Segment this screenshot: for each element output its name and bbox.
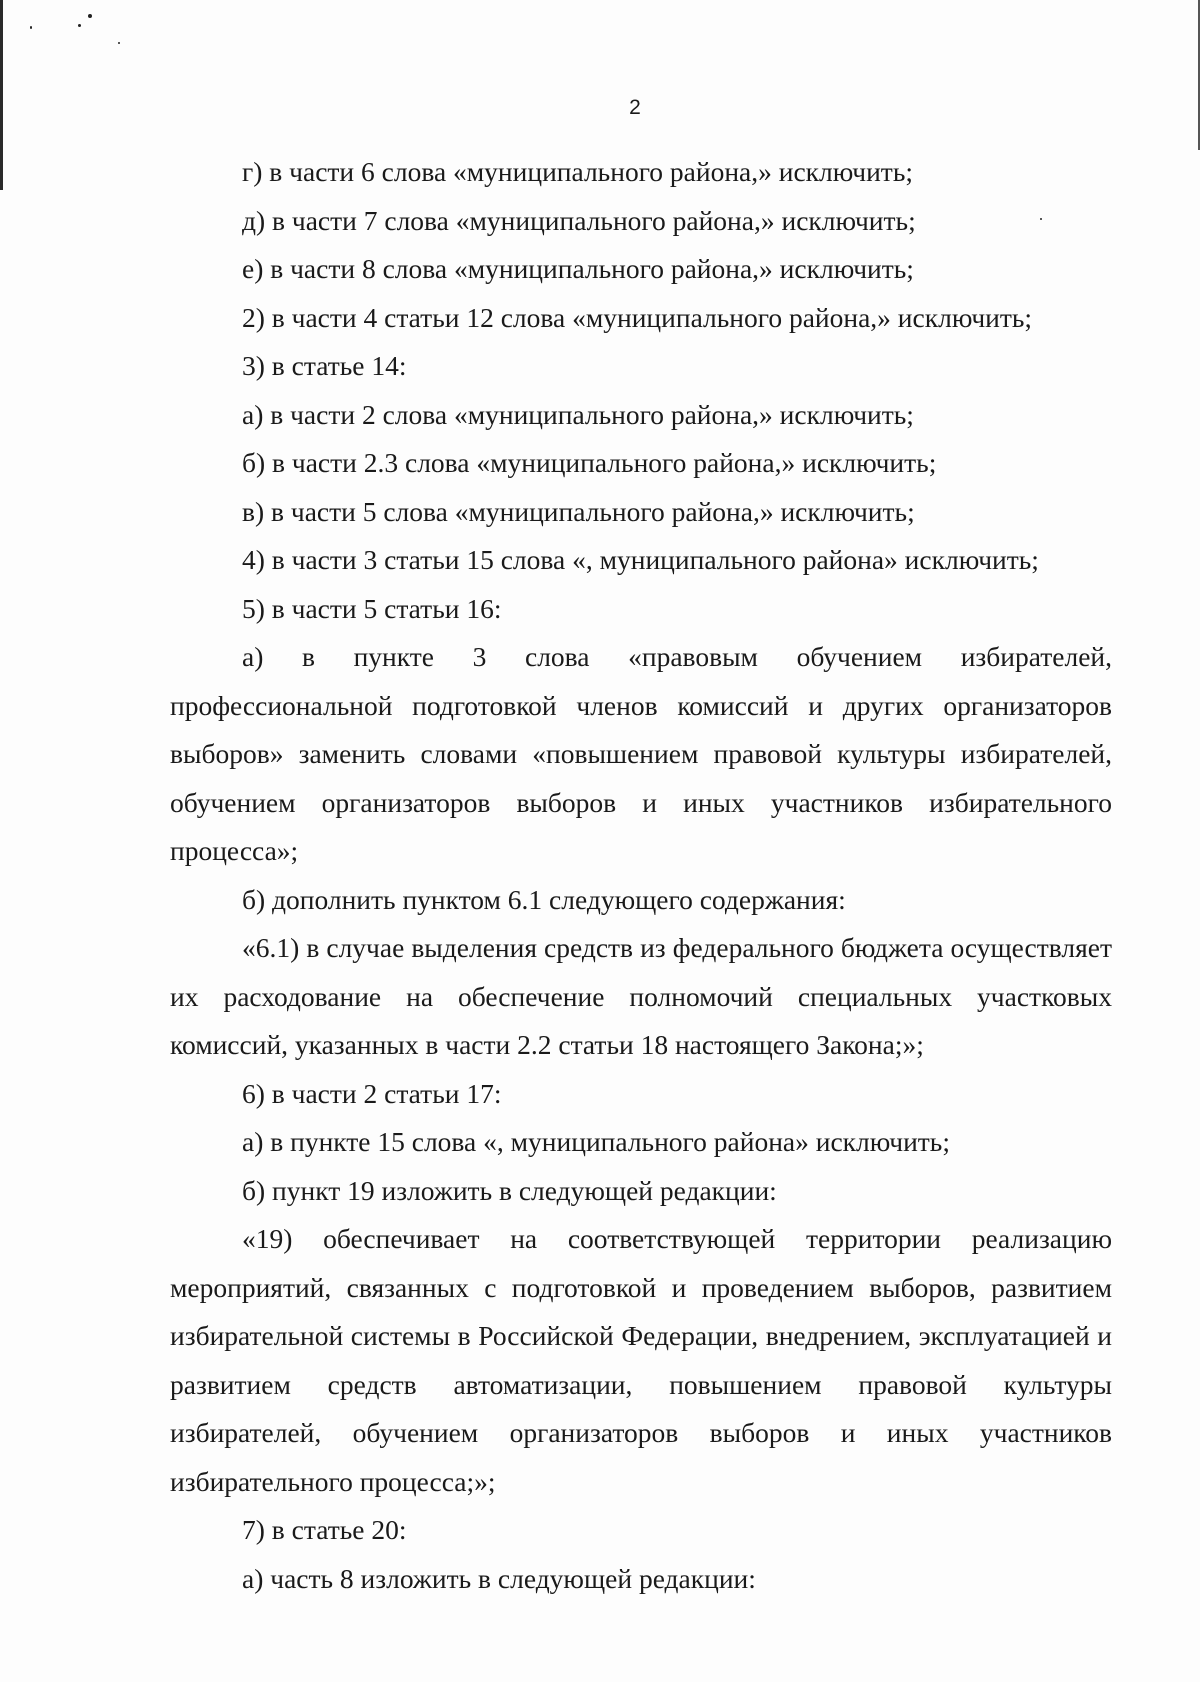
page-number: 2 bbox=[629, 96, 641, 119]
paragraph: а) в пункте 3 слова «правовым обучением избирателей, профессиональной подготовкой членов комиссий и других организаторов выборов» заменить словами «повышением правовой культуры избирателей, обучением организаторов выборов и иных участников избирательного процесса»; bbox=[170, 641, 1112, 866]
paragraph: а) часть 8 изложить в следующей редакции: bbox=[242, 1562, 756, 1594]
scan-speck bbox=[30, 26, 32, 29]
paragraph: е) в части 8 слова «муниципального района,» исключить; bbox=[242, 253, 914, 284]
paragraph: 3) в статье 14: bbox=[242, 350, 407, 381]
paragraph: «19) обеспечивает на соответствующей территории реализацию мероприятий, связанных с подготовкой и проведением выборов, развитием избирательной системы в Российской Федерации, внедрением, эксплуатацией и развитием средств автоматизации, повышением правовой культуры избирателей, обучением организаторов выборов и иных участников избирательного процесса;»; bbox=[170, 1223, 1112, 1497]
paragraph: б) пункт 19 изложить в следующей редакции: bbox=[242, 1174, 777, 1206]
paragraph: 2) в части 4 статьи 12 слова «муниципального района,» исключить; bbox=[242, 301, 1033, 333]
paragraph: б) дополнить пунктом 6.1 следующего содержания: bbox=[242, 883, 846, 915]
paragraph: «6.1) в случае выделения средств из федерального бюджета осуществляет их расходование на обеспечение полномочий специальных участковых комиссий, указанных в части 2.2 статьи 18 настоящего Закона;»; bbox=[170, 932, 1112, 1060]
scan-edge-left bbox=[0, 0, 3, 190]
paragraph: 4) в части 3 статьи 15 слова «, муниципального района» исключить; bbox=[242, 544, 1039, 575]
paragraph: а) в части 2 слова «муниципального района,» исключить; bbox=[242, 398, 914, 430]
paragraph: 5) в части 5 статьи 16: bbox=[242, 592, 502, 624]
paragraph: в) в части 5 слова «муниципального района,» исключить; bbox=[242, 495, 915, 527]
paragraph: б) в части 2.3 слова «муниципального района,» исключить; bbox=[242, 447, 937, 478]
document-body bbox=[170, 148, 1112, 1603]
paragraph: а) в пункте 15 слова «, муниципального района» исключить; bbox=[242, 1126, 950, 1157]
paragraph: 6) в части 2 статьи 17: bbox=[242, 1077, 502, 1109]
scan-speck bbox=[78, 24, 81, 27]
paragraph: г) в части 6 слова «муниципального района,» исключить; bbox=[242, 156, 914, 187]
scan-speck bbox=[88, 14, 92, 18]
scan-speck bbox=[118, 42, 120, 44]
paragraph: д) в части 7 слова «муниципального района,» исключить; bbox=[242, 204, 916, 236]
paragraph: 7) в статье 20: bbox=[242, 1514, 407, 1545]
